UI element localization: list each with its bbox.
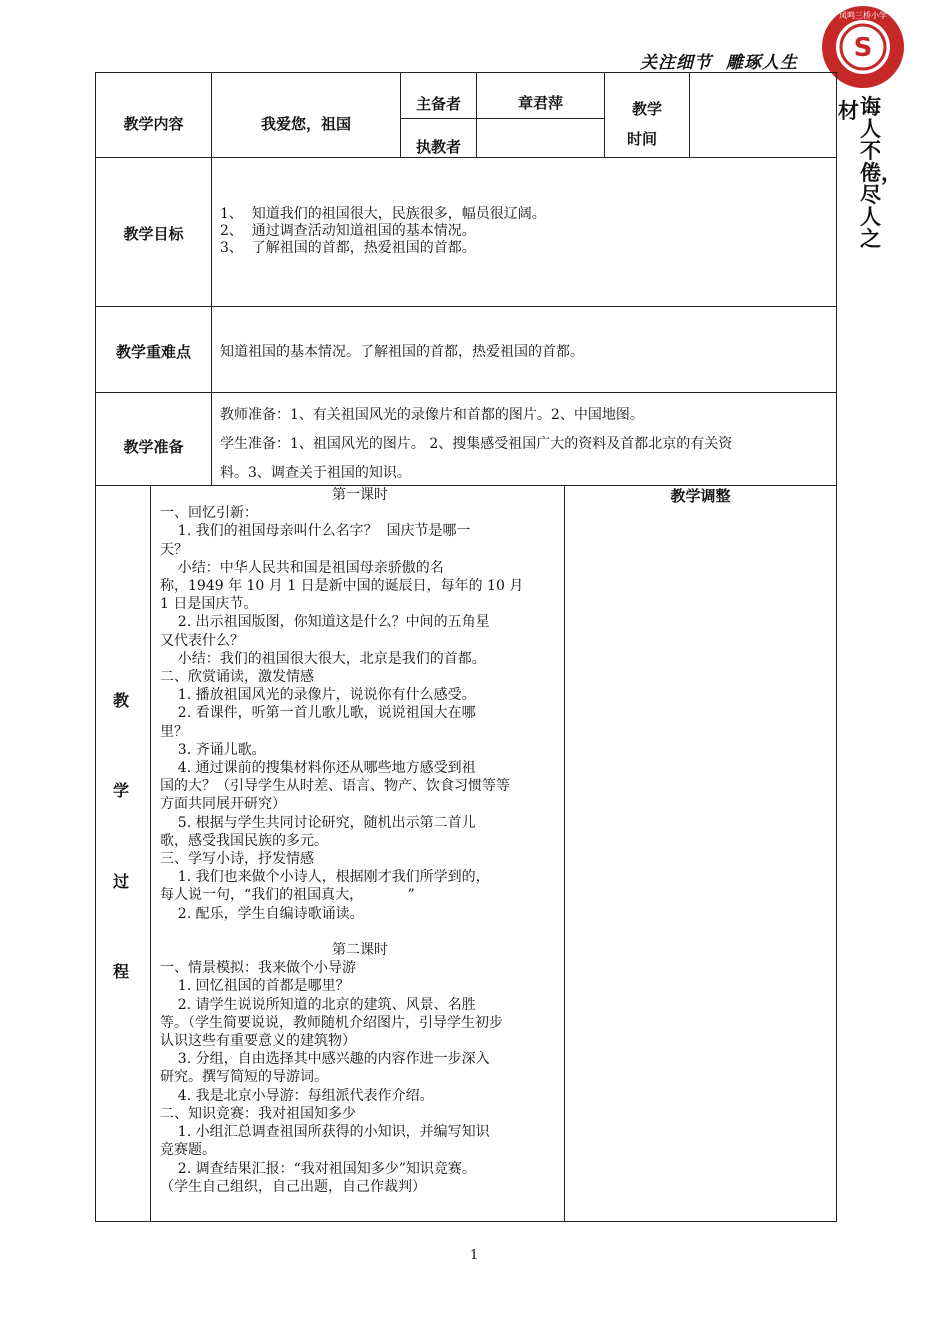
goal-item: 3、 了解祖国的首都，热爱祖国的首都。 xyxy=(220,240,476,256)
process-line: 研究。撰写简短的导游词。 xyxy=(160,1069,328,1086)
logo-letter: S xyxy=(853,33,873,63)
process-line: 每人说一句，“我们的祖国真大， ” xyxy=(160,887,415,904)
time-label-1: 教学 xyxy=(631,100,662,118)
process-line: 2. 出示祖国版图，你知道这是什么？中间的五角星 xyxy=(160,614,490,631)
process-line: 里？ xyxy=(160,723,188,740)
motto-left: 关注细节 xyxy=(640,53,712,73)
process-line: 又代表什么？ xyxy=(160,632,244,649)
process-line: 二、欣赏诵读，激发情感 xyxy=(160,669,314,686)
process-line: 三、学写小诗，抒发情感 xyxy=(160,851,314,868)
process-char: 学 xyxy=(113,781,130,800)
lead-label: 主备者 xyxy=(415,95,461,113)
process-line: 第二课时 xyxy=(332,942,388,959)
content-label: 教学内容 xyxy=(123,115,184,133)
process-line xyxy=(160,923,560,941)
process-line: 认识这些有重要意义的建筑物） xyxy=(160,1033,356,1050)
process-line: 天？ xyxy=(160,541,188,558)
process-line: 2. 看课件，听第一首儿歌儿歌，说说祖国大在哪 xyxy=(160,705,476,722)
process-char: 程 xyxy=(113,962,130,981)
process-line: （学生自己组织，自己出题，自己作裁判） xyxy=(160,1178,426,1195)
process-line: 4. 我是北京小导游：每组派代表作介绍。 xyxy=(160,1087,434,1104)
header-motto xyxy=(640,48,812,73)
page-number: 1 xyxy=(470,1248,479,1263)
content-value: 我爱您，祖国 xyxy=(260,115,351,133)
goal-item: 2、 通过调查活动知道祖国的基本情况。 xyxy=(220,223,476,239)
process-line: 2. 配乐，学生自编诗歌诵读。 xyxy=(160,905,364,922)
process-line: 方面共同展开研究） xyxy=(160,796,286,813)
process-line: 小结：中华人民共和国是祖国母亲骄傲的名 xyxy=(160,559,444,576)
process-char: 过 xyxy=(113,872,130,891)
process-line: 1 日是国庆节。 xyxy=(160,596,258,613)
process-line: 1. 我们也来做个小诗人，根据刚才我们所学到的， xyxy=(160,869,490,886)
process-line: 等。（学生简要说说，教师随机介绍图片，引导学生初步 xyxy=(160,1014,503,1031)
vertical-motto-col2: 材 xyxy=(838,98,859,123)
process-body xyxy=(160,486,560,1196)
process-line: 国的大？（引导学生从时差、语言、物产、饮食习惯等等 xyxy=(160,778,510,795)
motto-right: 雕琢人生 xyxy=(726,53,798,73)
prep-line: 学生准备：1、祖国风光的图片。 2、搜集感受祖国广大的资料及首都北京的有关资 xyxy=(220,436,733,452)
goals-list xyxy=(220,206,546,257)
key-label: 教学重难点 xyxy=(115,343,191,361)
process-line: 3. 分组，自由选择其中感兴趣的内容作进一步深入 xyxy=(160,1051,490,1068)
adjust-label: 教学调整 xyxy=(670,487,731,505)
process-line: 二、知识竞赛：我对祖国知多少 xyxy=(160,1105,356,1122)
prep-text xyxy=(220,401,832,488)
process-line: 一、情景模拟：我来做个小导游 xyxy=(160,960,356,977)
process-line: 1. 回忆祖国的首都是哪里？ xyxy=(160,978,350,995)
time-label-2: 时间 xyxy=(627,130,658,148)
process-line: 称，1949 年 10 月 1 日是新中国的诞辰日，每年的 10 月 xyxy=(160,578,524,595)
process-line: 1. 小组汇总调查祖国所获得的小知识，并编写知识 xyxy=(160,1124,490,1141)
process-char: 教 xyxy=(113,691,130,710)
prep-label: 教学准备 xyxy=(123,438,184,456)
process-line: 4. 通过课前的搜集材料你还从哪些地方感受到祖 xyxy=(160,760,476,777)
process-line: 5. 根据与学生共同讨论研究，随机出示第二首儿 xyxy=(160,814,476,831)
process-line: 1. 播放祖国风光的录像片，说说你有什么感受。 xyxy=(160,687,476,704)
lead-value: 章君萍 xyxy=(517,94,563,112)
key-text: 知道祖国的基本情况。了解祖国的首都，热爱祖国的首都。 xyxy=(220,344,584,360)
process-line: 2. 调查结果汇报：“我对祖国知多少”知识竞赛。 xyxy=(160,1160,476,1177)
process-line: 小结：我们的祖国很大很大，北京是我们的首都。 xyxy=(160,650,486,667)
process-line: 3. 齐诵儿歌。 xyxy=(160,741,266,758)
exec-label: 执教者 xyxy=(415,138,461,156)
process-line: 2. 请学生说说所知道的北京的建筑、风景、名胜 xyxy=(160,996,476,1013)
process-line: 歌，感受我国民族的多元。 xyxy=(160,832,328,849)
logo-ring-text: 凤鸣三桥小学 xyxy=(839,11,887,20)
process-line: 竞赛题。 xyxy=(160,1142,216,1159)
goals-label: 教学目标 xyxy=(123,225,184,243)
vertical-motto-col1: 诲人不倦，尽人之 xyxy=(860,94,902,251)
prep-line: 教师准备：1、有关祖国风光的录像片和首都的图片。2、中国地图。 xyxy=(220,407,644,423)
goal-item: 1、 知道我们的祖国很大，民族很多，幅员很辽阔。 xyxy=(220,206,546,222)
school-logo xyxy=(820,4,906,90)
process-line: 1. 我们的祖国母亲叫什么名字？ 国庆节是哪一 xyxy=(160,523,471,540)
prep-line: 料。3、调查关于祖国的知识。 xyxy=(220,465,411,481)
process-line: 第一课时 xyxy=(332,487,388,503)
process-line: 一、回忆引新： xyxy=(160,505,258,522)
